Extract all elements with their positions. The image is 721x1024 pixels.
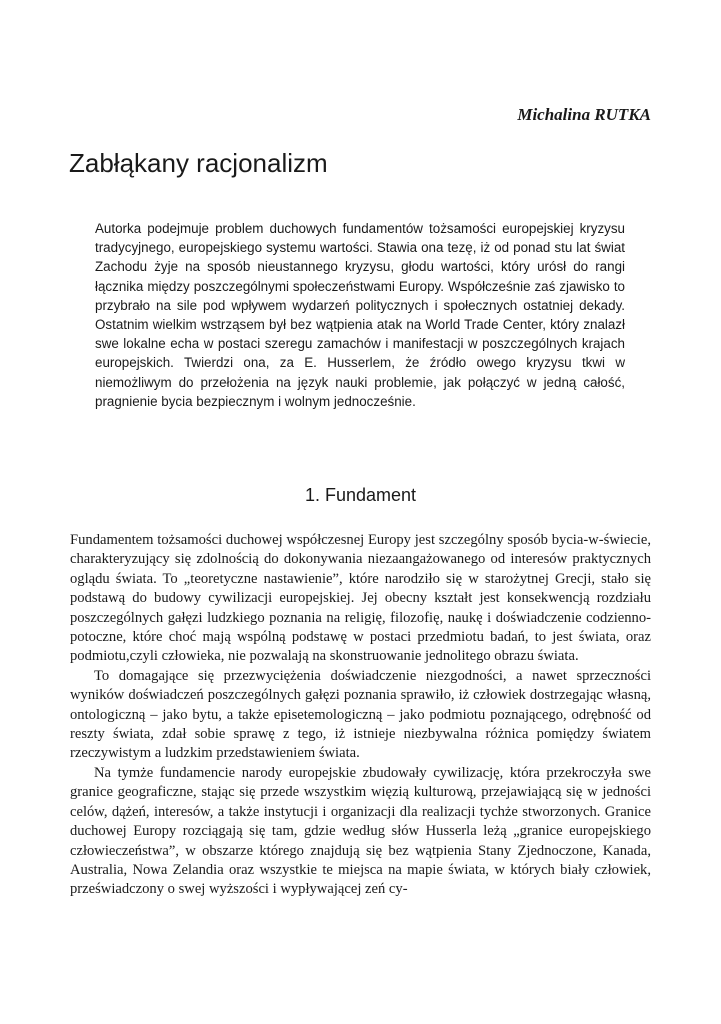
author-name: Michalina RUTKA bbox=[517, 105, 651, 124]
section-heading: 1. Fundament bbox=[304, 485, 417, 505]
article-title: Zabłąkany racjonalizm bbox=[69, 148, 328, 178]
body-paragraph: To domagające się przezwyciężenia doświadczenie niezgodności, a nawet sprzeczności wyników doświadczeń poszczególnych gałęzi poznania sprawiło, iż człowiek dostrzegając własną, ontologiczną – jako bytu, a także episetemologiczną – jako podmiotu poznającego, odrębność od reszty świata, zdał sobie sprawę z tego, iż istnieje niezbywalna różnica pomiędzy światem rzeczywistym a ludzkim przedstawieniem świata. bbox=[70, 667, 651, 762]
body-paragraph: Fundamentem tożsamości duchowej współczesnej Europy jest szczególny sposób bycia-w-świecie, charakteryzujący się zdolnością do dokonywania niezaangażowanego od interesów praktycznych oglądu świata. To „teoretyczne nastawienie”, które narodziło się w starożytnej Grecji, stało się podstawą do budowy cywilizacji europejskiej. Jej obecny kształt jest konsekwencją rozdziału poszczególnych gałęzi ludzkiego poznania na religię, filozofię, naukę i doświadczenie codzienno-potoczne, które choć mają wspólną podstawę w postaci przedmiotu badań, to jest świata, oraz podmiotu,czyli człowieka, nie pozwalają na skonstruowanie jednolitego obrazu świata. bbox=[70, 532, 651, 665]
body-paragraph: Na tymże fundamencie narody europejskie zbudowały cywilizację, która przekroczyła swe granice geograficzne, stając się przede wszystkim więzią kulturową, przejawiającą się w jedności celów, dążeń, interesów, a także instytucji i organizacji dla realizacji tychże stworzonych. Granice duchowej Europy rozciągają się tam, gdzie według słów Husserla leżą „granice europejskiego człowieczeństwa”, w obszarze którego znajdują się bez wątpienia Stany Zjednoczone, Kanada, Australia, Nowa Zelandia oraz wszystkie te miejsca na mapie świata, w których biały człowiek, przeświadczony o swej wyższości i wypływającej zeń cy- bbox=[70, 764, 651, 898]
article-abstract: Autorka podejmuje problem duchowych fundamentów tożsamości europejskiej kryzysu tradycyjnego, europejskiego systemu wartości. Stawia ona tezę, iż od ponad stu lat świat Zachodu żyje na sposób nieustannego kryzysu, głodu wartości, który urósł do rangi łącznika między poszczególnymi społeczeństwami Europy. Współcześnie zaś zjawisko to przybrało na sile pod wpływem wydarzeń politycznych i społecznych ostatniej dekady. Ostatnim wielkim wstrząsem był bez wątpienia atak na World Trade Center, który znalazł swe lokalne echa w postaci szeregu zamachów i manifestacji w poszczególnych krajach europejskich. Twierdzi ona, za E. Husserlem, że źródło owego kryzysu tkwi w niemożliwym do przełożenia na język nauki problemie, jak połączyć w jedną całość, pragnienie bycia bezpiecznym i wolnym jednocześnie. bbox=[95, 221, 625, 409]
section-body bbox=[70, 531, 651, 900]
